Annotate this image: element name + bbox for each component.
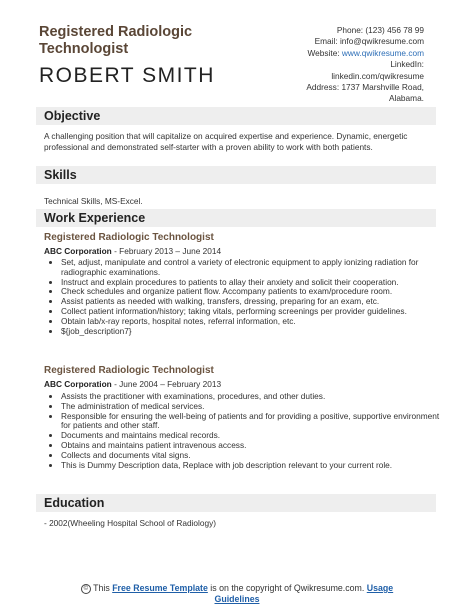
website [234, 48, 424, 59]
copyright-footer [0, 583, 474, 605]
free-resume-template-link[interactable]: Free Resume Template [112, 583, 208, 593]
job-1-duty: • ${job_description7} [61, 327, 441, 337]
job-1-duty: • Set, adjust, manipulate and control a variety of electronic equipment to apply ionizing radiation for radiographic examinations. [61, 258, 441, 278]
job-2-company: ABC Corporation [44, 379, 112, 389]
job-2-duty: • The administration of medical services. [61, 402, 441, 412]
address-line-2: Alabama. [388, 93, 424, 104]
skills-heading: Skills [44, 168, 77, 182]
job-2-duty: • Assists the practitioner with examinations, procedures, and other duties. [61, 392, 441, 402]
email: Email: info@qwikresume.com [314, 36, 424, 47]
job-2-company-line [44, 379, 221, 389]
job-1-duty: • Obtain lab/x-ray reports, hospital notes, referral information, etc. [61, 317, 441, 327]
job-1-duty: • Instruct and explain procedures to patients to allay their anxiety and solicit their cooperation. [61, 278, 441, 288]
objective-heading: Objective [44, 109, 101, 123]
job-2-role: Registered Radiologic Technologist [44, 365, 214, 376]
job-1-role: Registered Radiologic Technologist [44, 232, 214, 243]
experience-heading: Work Experience [44, 211, 146, 225]
copyright-icon: © [81, 584, 91, 594]
footer-middle: is on the copyright of Qwikresume.com. [207, 583, 367, 593]
education-item: - 2002(Wheeling Hospital School of Radiology) [44, 518, 217, 528]
job-1-company-line [44, 246, 221, 256]
objective-text: A challenging position that will capitalize on acquired expertise and experience. Dynamic, energetic professional and demonstrated self-starter with a proven ability to work with both patients. [44, 131, 408, 152]
job-2-duties [44, 392, 441, 470]
linkedin-link[interactable]: linkedin.com/qwikresume [331, 70, 424, 81]
footer-prefix: This [90, 583, 113, 593]
website-link[interactable]: www.qwikresume.com [341, 47, 424, 58]
job-2-dates: - June 2004 – February 2013 [111, 379, 222, 389]
job-2-duty: • Obtains and maintains patient intravenous access. [61, 441, 441, 451]
job-1-company: ABC Corporation [44, 246, 112, 256]
phone: Phone: (123) 456 78 99 [336, 25, 424, 35]
job-2-duty: • Documents and maintains medical records. [61, 431, 441, 441]
job-1-duty: • Assist patients as needed with walking, transfers, dressing, preparing for an exam, etc. [61, 297, 441, 307]
address-line-1: Address: 1737 Marshville Road, [306, 82, 424, 93]
job-1-duty: • Check schedules and organize patient flow. Accompany patients to exam/procedure room. [61, 287, 441, 297]
candidate-name: ROBERT SMITH [39, 64, 215, 87]
job-2-duty: • Responsible for ensuring the well-being of patients and for providing a positive, supportive environment for patients and other staff. [61, 412, 441, 432]
contact-block [234, 25, 424, 105]
job-title: Registered Radiologic Technologist [39, 24, 193, 57]
skills-section-bar [36, 166, 436, 184]
usage-guidelines-link-line-2[interactable]: Guidelines [214, 594, 260, 604]
job-1-duties [44, 258, 441, 336]
job-2-duty: • This is Dummy Description data, Replace with job description relevant to your current role. [61, 461, 441, 471]
job-1-duty: • Collect patient information/history; taking vitals, performing screenings per provider guidelines. [61, 307, 441, 317]
education-heading: Education [44, 496, 105, 510]
job-1-dates: - February 2013 – June 2014 [111, 246, 222, 256]
linkedin-label: LinkedIn: [390, 59, 424, 70]
skills-text: Technical Skills, MS-Excel. [44, 196, 143, 206]
job-2-duty: • Collects and documents vital signs. [61, 451, 441, 461]
usage-guidelines-link[interactable]: Usage [366, 583, 394, 593]
website-label: Website: [307, 47, 342, 58]
